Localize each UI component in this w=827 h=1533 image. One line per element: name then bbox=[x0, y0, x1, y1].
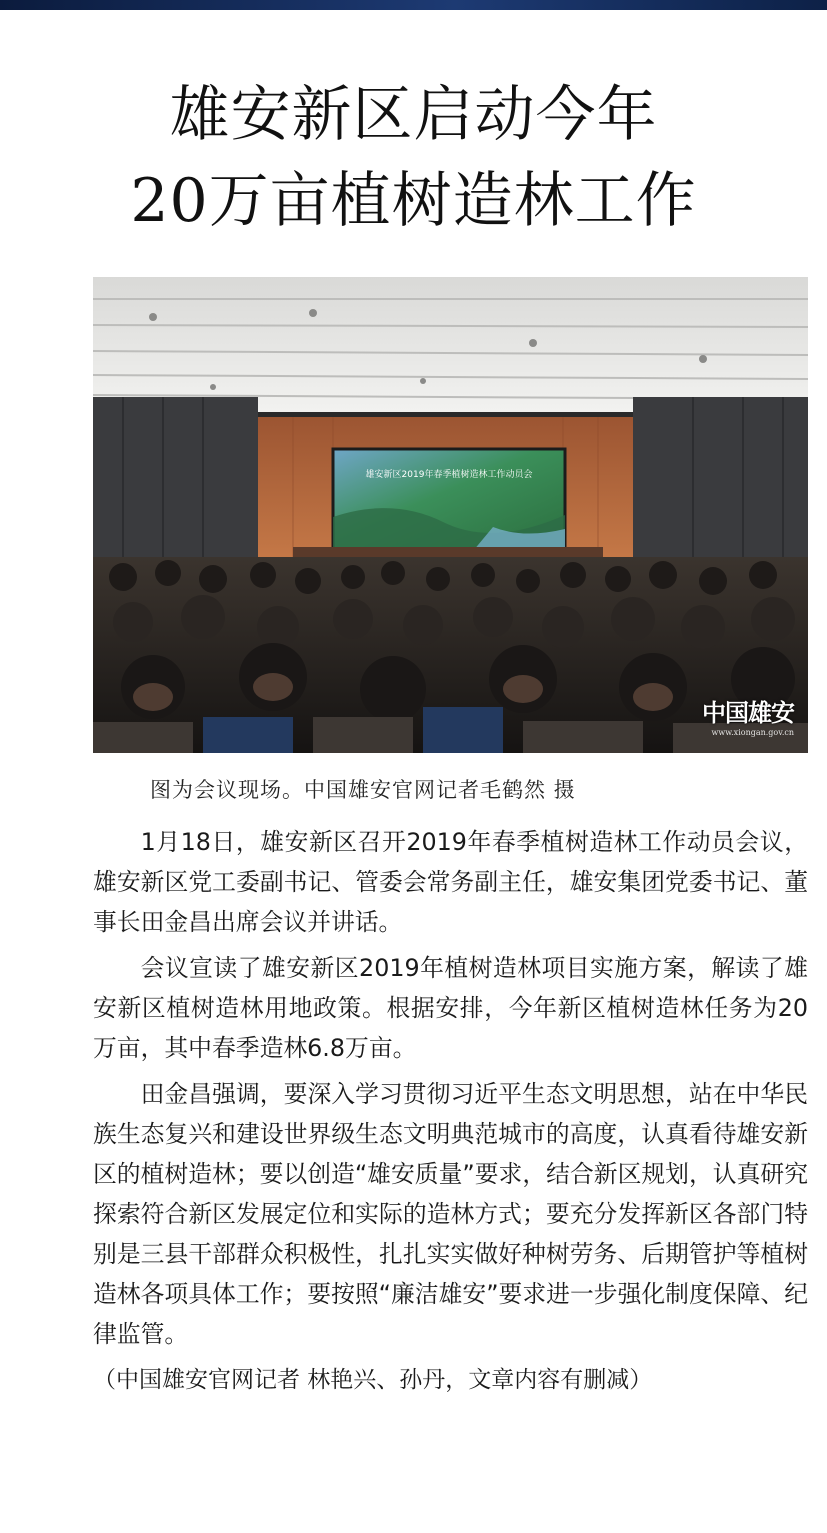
meeting-photo bbox=[93, 277, 808, 753]
article-credit: （中国雄安官网记者 林艳兴、孙丹，文章内容有删减） bbox=[93, 1367, 653, 1393]
article-title bbox=[0, 72, 827, 244]
article-body bbox=[93, 822, 808, 1406]
right-wall bbox=[633, 397, 808, 577]
photo-watermark bbox=[702, 693, 794, 737]
left-wall bbox=[93, 397, 258, 577]
ceiling bbox=[93, 277, 808, 412]
paragraph-2: 会议宣读了雄安新区2019年植树造林项目实施方案，解读了雄安新区植树造林用地政策。根据安排，今年新区植树造林任务为20万亩，其中春季造林6.8万亩。 bbox=[93, 954, 808, 1062]
title-line-1: 雄安新区启动今年 bbox=[169, 80, 658, 150]
paragraph-1: 1月18日，雄安新区召开2019年春季植树造林工作动员会议，雄安新区党工委副书记、管委会常务副主任，雄安集团党委书记、董事长田金昌出席会议并讲话。 bbox=[93, 828, 808, 936]
screen-text: 雄安新区2019年春季植树造林工作动员会 bbox=[365, 470, 533, 480]
title-line-2: 20万亩植树造林工作 bbox=[130, 166, 697, 236]
top-banner-bar bbox=[0, 0, 827, 10]
watermark-logo: 中国雄安 bbox=[702, 698, 794, 727]
watermark-url: www.xiongan.gov.cn bbox=[711, 728, 794, 737]
paragraph-3: 田金昌强调，要深入学习贯彻习近平生态文明思想，站在中华民族生态复兴和建设世界级生态文明典范城市的高度，认真看待雄安新区的植树造林；要以创造“雄安质量”要求，结合新区规划，认真研究探索符合新区发展定位和实际的造林方式；要充分发挥新区各部门特别是三县干部群众积极性，扎扎实实做好种树劳务、后期管护等植树造林各项具体工作；要按照“廉洁雄安”要求进一步强化制度保障、纪律监管。 bbox=[93, 1080, 808, 1348]
photo-caption: 图为会议现场。中国雄安官网记者毛鹤然 摄 bbox=[150, 778, 576, 802]
meeting-hall-illustration bbox=[93, 277, 808, 753]
